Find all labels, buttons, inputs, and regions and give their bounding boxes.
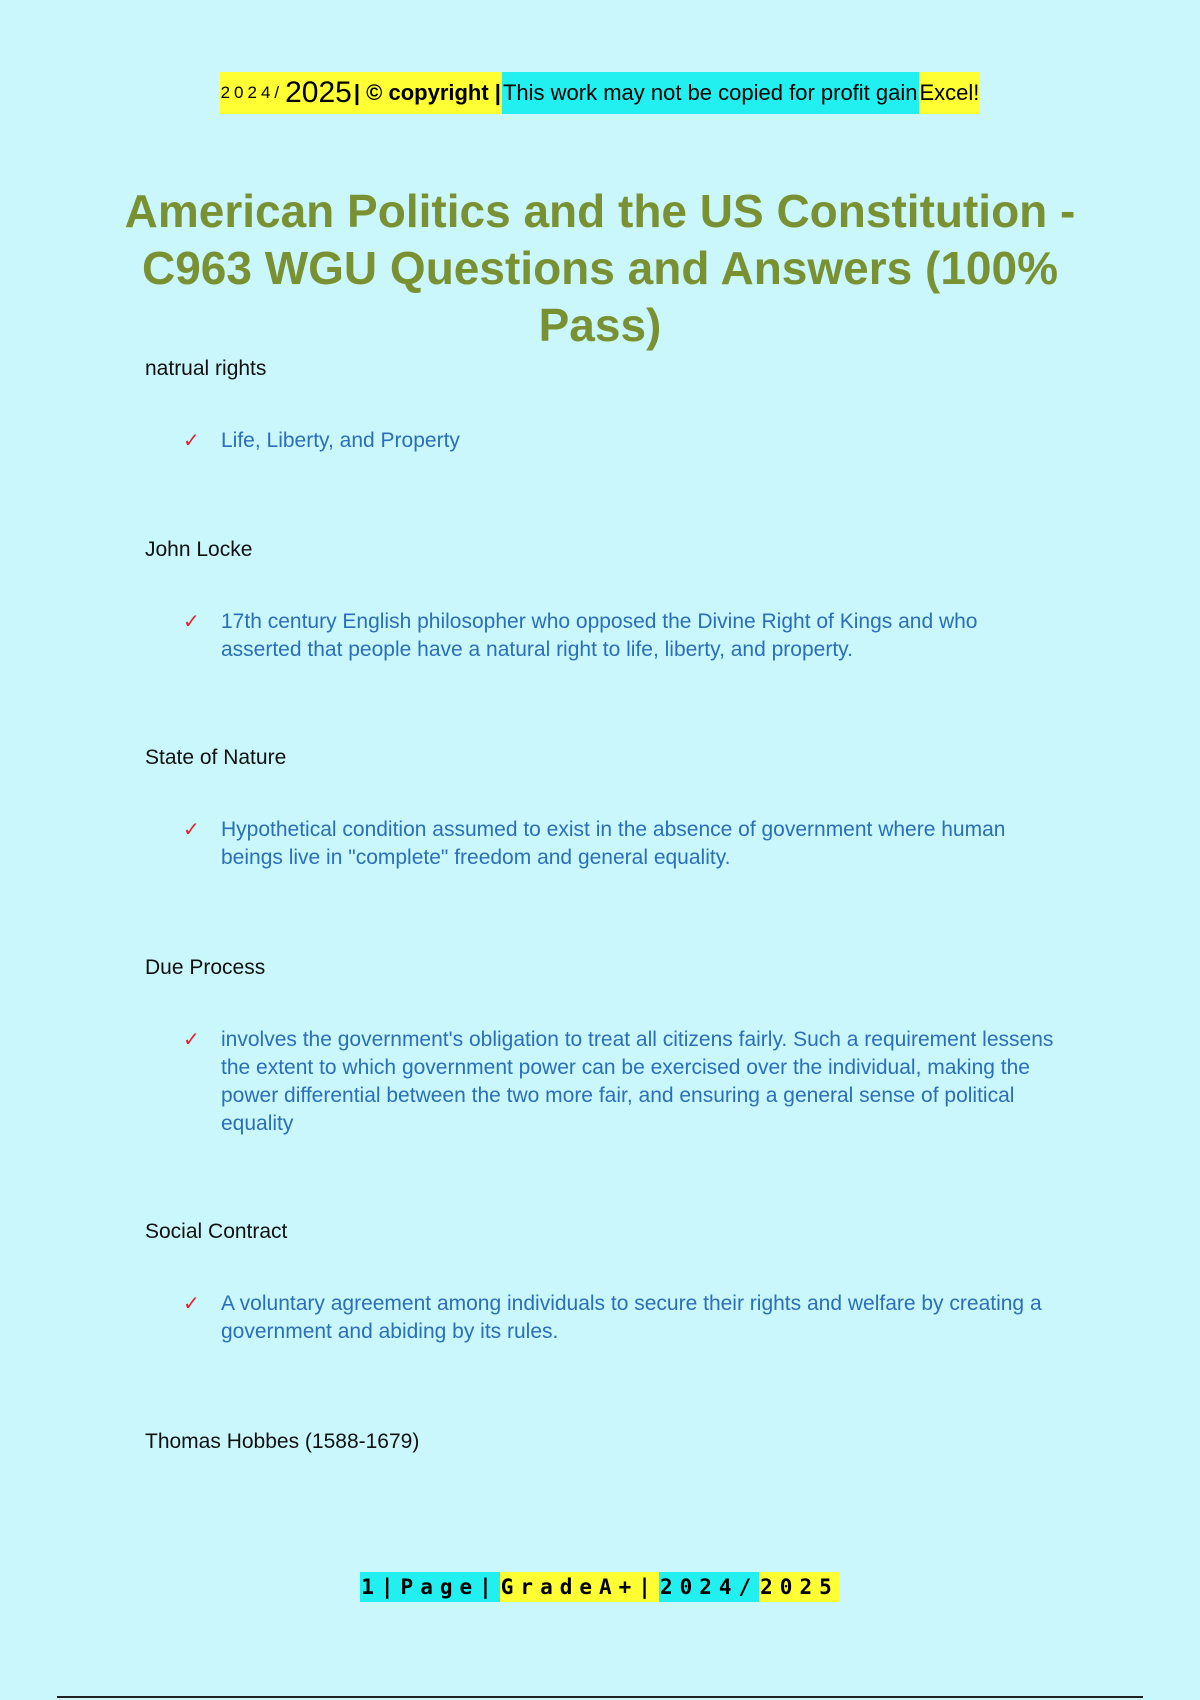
page-header [0,72,1200,114]
document-title: American Politics and the US Constitution - C963 WGU Questions and Answers (100% Pass) [124,185,1076,351]
qa-item [145,1218,1065,1343]
answer-row [183,1290,1061,1346]
answer-text: A voluntary agreement among individuals to secure their rights and welfare by creating a government and abiding by its rules. [221,1292,1042,1343]
header-year-large: 2025 [284,72,353,114]
answer-row [183,1026,1061,1138]
answer-text: Life, Liberty, and Property [221,429,460,452]
check-icon: ✓ [183,611,200,633]
header-excel: Excel! [919,72,981,114]
question-text: John Locke [145,538,253,561]
header-notice: This work may not be copied for profit gain [502,72,919,114]
answer-text: 17th century English philosopher who opposed the Divine Right of Kings and who asserted that people have a natural right to life, liberty, and property. [221,610,978,661]
answer-text: involves the government's obligation to treat all citizens fairly. Such a requirement lessens the extent to which government power can be exercised over the individual, making the power differential between the two more fair, and ensuring a general sense of political equality [221,1028,1054,1135]
answer-row [183,427,1061,455]
question-text: Due Process [145,956,266,979]
qa-item [145,954,1065,1135]
question-text: natrual rights [145,357,267,380]
footer-grade: GradeA+| [500,1572,659,1602]
check-icon: ✓ [183,1293,200,1315]
answer-row [183,608,1061,664]
qa-item [145,744,1065,869]
qa-item [145,355,1065,452]
check-icon: ✓ [183,819,200,841]
qa-item [145,1428,1065,1456]
footer-year-2: 2025 [759,1572,840,1602]
check-icon: ✓ [183,1029,200,1051]
footer-year-1: 2024/ [659,1572,759,1602]
question-text: State of Nature [145,746,287,769]
bottom-divider [57,1696,1143,1698]
page-footer [0,1572,1200,1602]
header-copyright: | © copyright | [353,72,502,114]
question-text: Thomas Hobbes (1588-1679) [145,1430,420,1453]
qa-item [145,536,1065,661]
answer-text: Hypothetical condition assumed to exist in the absence of government where human beings live in "complete" freedom and general equality. [221,818,1006,869]
question-text: Social Contract [145,1220,288,1243]
footer-page: 1|Page| [360,1572,500,1602]
header-year-small: 2024/ [220,72,285,114]
check-icon: ✓ [183,430,200,452]
answer-row [183,816,1061,872]
